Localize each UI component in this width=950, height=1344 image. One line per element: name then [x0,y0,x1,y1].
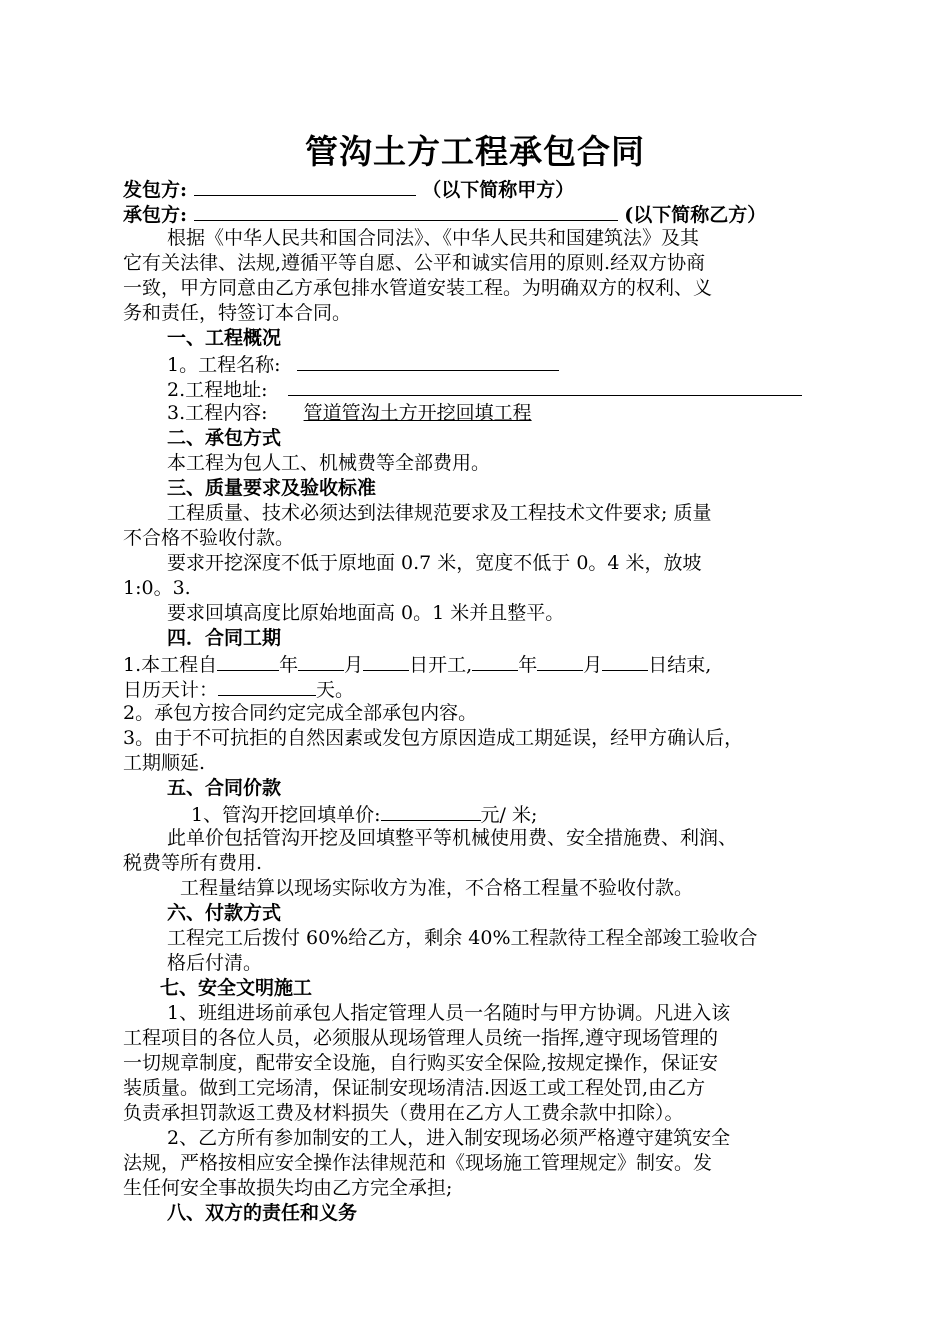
party-b-label: 承包方: [123,204,188,226]
unit-price-line [191,801,537,827]
end-label: 日结束, [648,654,712,676]
end-month-blank[interactable] [537,651,583,671]
start-day-blank[interactable] [363,651,409,671]
safety-p2-line-1: 2、乙方所有参加制安的工人，进入制安现场必须严格遵守建筑安全 [167,1127,731,1149]
section-8-heading: 八、双方的责任和义务 [167,1202,358,1224]
period-start-label: 1.本工程自 [123,654,218,676]
safety-p1-line-5: 负责承担罚款返工费及材料损失（费用在乙方人工费余款中扣除）。 [123,1102,684,1124]
project-content-value: 管道管沟土方开挖回填工程 [303,402,532,424]
end-day-blank[interactable] [602,651,648,671]
quality-text-2a: 要求开挖深度不低于原地面 0.7 米，宽度不低于 0。4 米，放坡 [167,552,702,574]
project-content-label: 3.工程内容: [167,402,268,424]
payment-text-1a: 工程完工后拨付 60%给乙方，剩余 40%工程款待工程全部竣工验收合 [167,927,758,949]
calendar-days-label: 日历天计： [123,679,219,701]
period-line-1 [123,651,711,677]
preamble-line-1: 根据《中华人民共和国合同法》、《中华人民共和国建筑法》及其 [167,227,700,249]
safety-p2-line-2: 法规，严格按相应安全操作法律规范和《现场施工管理规定》制安。发 [123,1152,713,1174]
end-year-blank[interactable] [472,651,518,671]
party-b-line [123,201,766,227]
party-a-note: （以下简称甲方） [422,179,575,201]
section-1-heading: 一、工程概况 [167,327,282,349]
section-6-heading: 六、付款方式 [167,902,282,924]
safety-p2-line-3: 生任何安全事故损失均由乙方完全承担; [123,1177,453,1199]
project-address-blank[interactable] [288,376,802,396]
quality-text-1b: 不合格不验收付款。 [123,527,295,549]
section-2-text: 本工程为包人工、机械费等全部费用。 [167,452,491,474]
payment-text-1b: 格后付清。 [167,952,263,974]
quality-text-2b: 1:0。3. [123,577,191,599]
price-text-1b: 税费等所有费用. [123,852,263,874]
project-name-blank[interactable] [297,351,559,371]
section-4-heading: 四．合同工期 [167,627,282,649]
period-line-2 [123,676,354,702]
party-a-blank[interactable] [194,176,416,196]
quality-text-1a: 工程质量、技术必须达到法律规范要求及工程技术文件要求; 质量 [167,502,712,524]
project-name-label: 1。工程名称: [167,354,281,376]
project-address-label: 2.工程地址: [167,379,268,401]
start-month-blank[interactable] [298,651,344,671]
section-3-heading: 三、质量要求及验收标准 [167,477,377,499]
period-line-4a: 3。由于不可抗拒的自然因素或发包方原因造成工期延误，经甲方确认后， [123,727,744,749]
unit-price-label: 1、管沟开挖回填单价: [191,804,381,826]
unit-price-unit: 元/ 米; [480,804,538,826]
party-b-blank[interactable] [194,201,618,221]
month-label-2: 月 [583,654,603,676]
section-5-heading: 五、合同价款 [167,777,282,799]
party-a-label: 发包方: [123,179,188,201]
safety-p1-line-2: 工程项目的各位人员，必须服从现场管理人员统一指挥,遵守现场管理的 [123,1027,719,1049]
start-label: 日开工, [409,654,473,676]
price-text-1a: 此单价包括管沟开挖及回填整平等机械使用费、安全措施费、利润、 [167,827,738,849]
safety-p1-line-1: 1、班组进场前承包人指定管理人员一名随时与甲方协调。凡进入该 [167,1002,731,1024]
preamble-line-2: 它有关法律、法规,遵循平等自愿、公平和诚实信用的原则.经双方协商 [123,252,706,274]
year-label-2: 年 [518,654,538,676]
party-a-line [123,176,574,202]
preamble-line-3: 一致，甲方同意由乙方承包排水管道安装工程。为明确双方的权利、义 [123,277,713,299]
price-text-2: 工程量结算以现场实际收方为准，不合格工程量不验收付款。 [180,877,694,899]
project-address-line [167,376,802,402]
preamble-line-4: 务和责任，特签订本合同。 [123,302,352,324]
month-label: 月 [344,654,364,676]
section-2-heading: 二、承包方式 [167,427,282,449]
document-title: 管沟土方工程承包合同 [305,132,645,171]
safety-p1-line-4: 装质量。做到工完场清，保证制安现场清洁.因返工或工程处罚,由乙方 [123,1077,706,1099]
year-label: 年 [279,654,299,676]
party-b-note: (以下简称乙方） [624,204,767,226]
project-content-line [167,401,532,425]
period-line-3: 2。承包方按合同约定完成全部承包内容。 [123,702,478,724]
start-year-blank[interactable] [217,651,279,671]
quality-text-3: 要求回填高度比原始地面高 0。1 米并且整平。 [167,602,565,624]
safety-p1-line-3: 一切规章制度，配带安全设施，自行购买安全保险,按规定操作，保证安 [123,1052,719,1074]
unit-price-blank[interactable] [381,801,481,821]
section-7-heading: 七、安全文明施工 [160,977,313,999]
period-line-4b: 工期顺延. [123,752,206,774]
days-label: 天。 [316,679,355,701]
project-name-line [167,351,559,377]
calendar-days-blank[interactable] [218,676,316,696]
